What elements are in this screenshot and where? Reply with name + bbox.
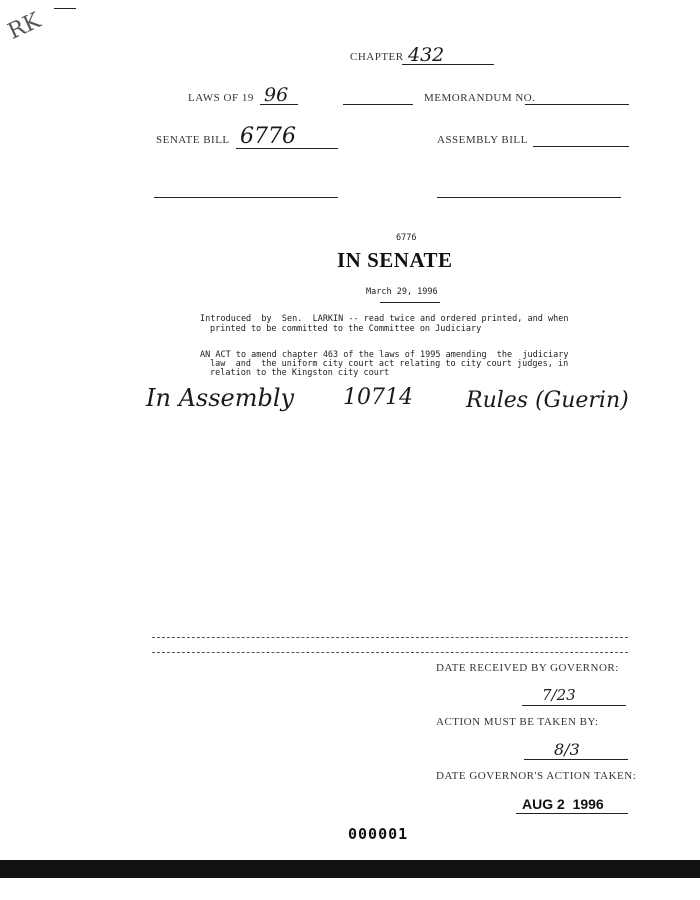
bill-date: March 29, 1996 (366, 287, 438, 297)
laws-of-value: 96 (264, 84, 289, 106)
action-taken-label: DATE GOVERNOR'S ACTION TAKEN: (436, 770, 637, 782)
action-taken-stamp: AUG 2 1996 (522, 796, 604, 812)
date-received-label: DATE RECEIVED BY GOVERNOR: (436, 662, 619, 674)
act-line-2: law and the uniform city court act relating to city court judges, in (210, 359, 569, 369)
senate-bill-value: 6776 (240, 124, 296, 149)
action-by-value: 8/3 (554, 740, 580, 759)
action-by-line (524, 759, 628, 760)
corner-initials-mark: RK (4, 8, 45, 45)
date-received-line (522, 705, 626, 706)
action-by-label: ACTION MUST BE TAKEN BY: (436, 716, 599, 728)
separator-line-2 (152, 652, 628, 653)
act-line-1: AN ACT to amend chapter 463 of the laws of 1995 amending the judiciary (200, 350, 569, 360)
introduced-line-1: Introduced by Sen. LARKIN -- read twice and ordered printed, and when (200, 314, 569, 324)
memorandum-line (525, 104, 629, 105)
chapter-label: CHAPTER (350, 51, 404, 63)
memorandum-label: MEMORANDUM NO. (424, 92, 536, 104)
assembly-bill-line (533, 146, 629, 147)
introduced-line-2: printed to be committed to the Committee on Judiciary (210, 324, 482, 334)
assembly-note-label: In Assembly (146, 384, 295, 412)
assembly-note-number: 10714 (343, 385, 413, 410)
act-line-3: relation to the Kingston city court (210, 368, 390, 378)
blank-line-middle (343, 104, 413, 105)
senate-bill-label: SENATE BILL (156, 134, 230, 146)
separator-line-1 (152, 637, 628, 638)
assembly-bill-label: ASSEMBLY BILL (437, 134, 528, 146)
date-received-value: 7/23 (542, 686, 576, 704)
blank-line-right (437, 197, 621, 198)
chapter-line (402, 64, 494, 65)
bill-title: IN SENATE (337, 248, 453, 272)
laws-of-label: LAWS OF 19 (188, 92, 254, 104)
assembly-note-referral: Rules (Guerin) (466, 388, 629, 413)
date-rule (380, 302, 440, 303)
bill-number: 6776 (396, 233, 417, 243)
senate-bill-line (236, 148, 338, 149)
blank-line-left (154, 197, 338, 198)
action-taken-line (516, 813, 628, 814)
laws-of-line (260, 104, 298, 105)
page-number: 000001 (348, 825, 409, 843)
corner-rule (54, 8, 76, 9)
chapter-value: 432 (408, 44, 445, 66)
scan-edge-bar (0, 860, 700, 878)
